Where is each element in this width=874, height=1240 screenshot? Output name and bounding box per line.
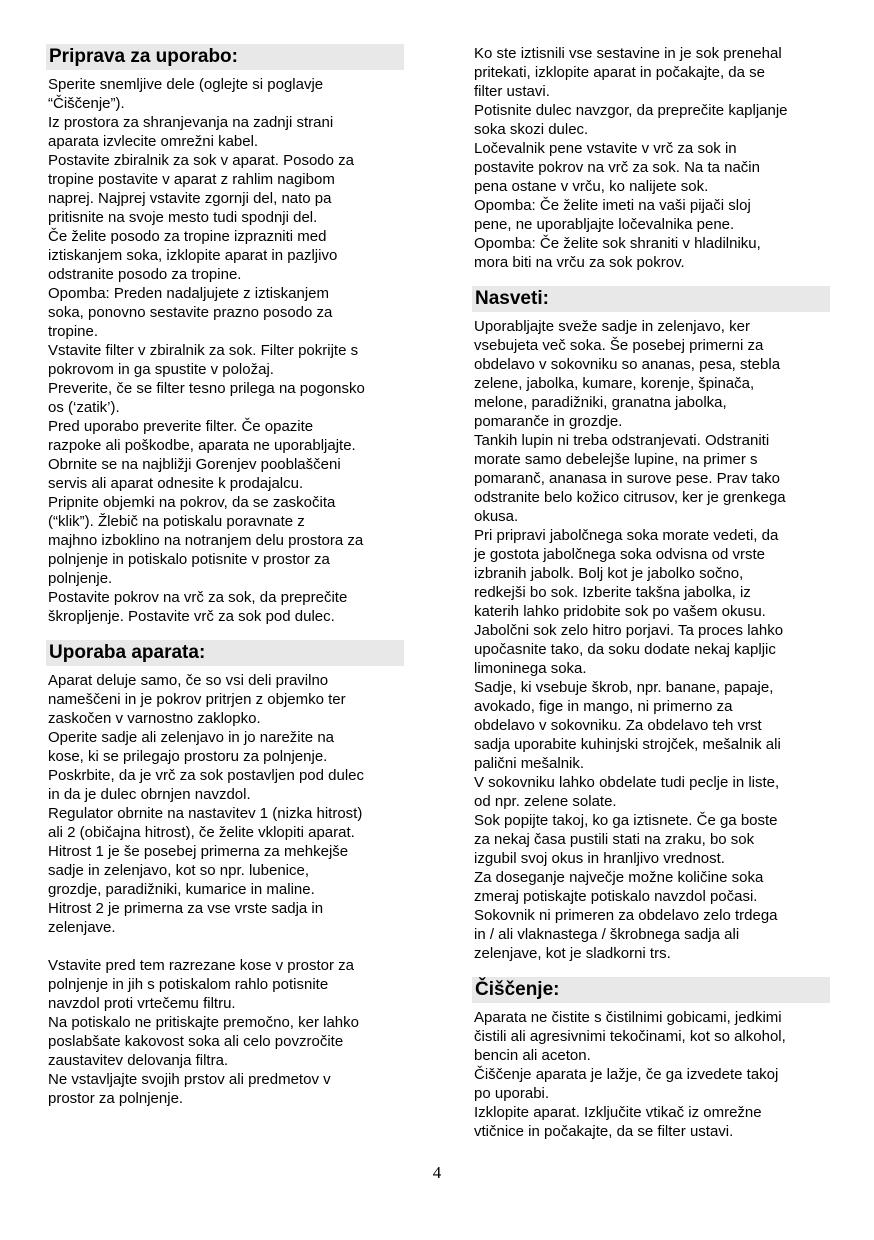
text-line: ali 2 (običajna hitrost), če želite vklopiti aparat.	[48, 824, 355, 841]
text-line: polnjenje in potiskalo potisnite v prostor za	[48, 551, 330, 568]
text-line: servis ali aparat odnesite k prodajalcu.	[48, 475, 304, 492]
text-line: Tankih lupin ni treba odstranjevati. Odstraniti	[474, 432, 770, 449]
text-line: Postavite zbiralnik za sok v aparat. Posodo za	[48, 152, 354, 169]
text-line: Preverite, če se filter tesno prilega na pogonsko	[48, 380, 365, 397]
text-line: Jabolčni sok zelo hitro porjavi. Ta proces lahko	[474, 622, 784, 639]
text-line: in da je dulec obrnjen navzdol.	[48, 786, 251, 803]
text-line: vtičnice in počakajte, da se filter ustavi.	[474, 1123, 734, 1140]
text-line: po uporabi.	[474, 1085, 550, 1102]
text-line: vsebujeta več soka. Še posebej primerni za	[474, 337, 764, 354]
text-line: Potisnite dulec navzgor, da preprečite kapljanje	[474, 102, 788, 119]
text-line: aparata izvlecite omrežni kabel.	[48, 133, 259, 150]
text-line: Obrnite se na najbližji Gorenjev pooblaščeni	[48, 456, 341, 473]
text-line: je gostota jabolčnega soka odvisna od vrste	[474, 546, 766, 563]
text-line: avokado, fige in mango, ni primerno za	[474, 698, 733, 715]
text-line: prostor za polnjenje.	[48, 1090, 184, 1107]
text-line: Vstavite pred tem razrezane kose v prostor za	[48, 957, 354, 974]
section-heading: Čiščenje:	[472, 977, 830, 1003]
text-line: palični mešalnik.	[474, 755, 585, 772]
text-line: grozdje, paradižniki, kumarice in maline.	[48, 881, 315, 898]
text-line: Sperite snemljive dele (oglejte si poglavje	[48, 76, 324, 93]
text-line: Sadje, ki vsebuje škrob, npr. banane, papaje,	[474, 679, 774, 696]
text-line: Regulator obrnite na nastavitev 1 (nizka hitrost)	[48, 805, 363, 822]
text-line: zaskočen v varnostno zaklopko.	[48, 710, 261, 727]
section-nasveti	[472, 286, 830, 963]
text-line: pokrovom in ga spustite v položaj.	[48, 361, 274, 378]
text-line: izgubil svoj okus in hranljivo vrednost.	[474, 850, 725, 867]
left-column	[46, 44, 404, 1122]
text-line: limoninega soka.	[474, 660, 587, 677]
text-line: in / ali vlaknastega / škrobnega sadja ali	[474, 926, 740, 943]
text-line: redkejši bo sok. Izberite takšna jabolka, iz	[474, 584, 751, 601]
text-line: Opomba: Če želite imeti na vaši pijači sloj	[474, 197, 751, 214]
text-line: filter ustavi.	[474, 83, 550, 100]
text-line: majhno izboklino na notranjem delu prostora za	[48, 532, 364, 549]
text-line: za nekaj časa pustili stati na zraku, bo sok	[474, 831, 755, 848]
text-line: Če želite posodo za tropine izprazniti med	[48, 228, 327, 245]
text-line: tropine.	[48, 323, 99, 340]
text-line: od npr. zelene solate.	[474, 793, 617, 810]
text-line: pritisnite na svoje mesto tudi spodnji del.	[48, 209, 318, 226]
text-line: iztiskanjem soka, izklopite aparat in pazljivo	[48, 247, 338, 264]
text-line: nameščeni in je pokrov pritrjen z objemko ter	[48, 691, 346, 708]
text-line: Pred uporabo preverite filter. Če opazite	[48, 418, 314, 435]
section-uporaba-aparata	[46, 640, 404, 1108]
text-line: soka, ponovno sestavite prazno posodo za	[48, 304, 333, 321]
text-line: Izklopite aparat. Izključite vtikač iz omrežne	[474, 1104, 762, 1121]
text-line: pene, ne uporabljajte ločevalnika pene.	[474, 216, 735, 233]
section-ciscenje	[472, 977, 830, 1141]
text-line: odstranite belo kožico citrusov, ker je grenkega	[474, 489, 786, 506]
right-intro	[472, 44, 830, 272]
text-line: čistili ali agresivnimi tekočinami, kot so alkohol,	[474, 1028, 786, 1045]
text-line: Operite sadje ali zelenjavo in jo narežite na	[48, 729, 335, 746]
text-line: zelene, jabolka, kumare, korenje, špinača,	[474, 375, 755, 392]
text-line: Uporabljajte sveže sadje in zelenjavo, ker	[474, 318, 750, 335]
text-line: zelenjave.	[48, 919, 116, 936]
text-line: Aparat deluje samo, če so vsi deli pravilno	[48, 672, 329, 689]
text-line: Hitrost 1 je še posebej primerna za mehkejše	[48, 843, 349, 860]
text-line: “Čiščenje”).	[48, 95, 125, 112]
right-column	[472, 44, 830, 1155]
text-line: morate samo debelejše lupine, na primer s	[474, 451, 758, 468]
text-line: Postavite pokrov na vrč za sok, da preprečite	[48, 589, 348, 606]
text-line: mora biti na vrču za sok pokrov.	[474, 254, 685, 271]
text-line: pena ostane v vrču, ko nalijete sok.	[474, 178, 709, 195]
text-line: postavite pokrov na vrč za sok. Na ta način	[474, 159, 760, 176]
text-line: (“klik”). Žlebič na potiskalu poravnate z	[48, 513, 305, 530]
text-line: zelenjave, kot je sladkorni trs.	[474, 945, 671, 962]
text-line: os (‘zatik’).	[48, 399, 120, 416]
text-line: sadje in zelenjavo, kot so npr. lubenice,	[48, 862, 309, 879]
text-line: Sok popijte takoj, ko ga iztisnete. Če ga boste	[474, 812, 778, 829]
text-line: naprej. Najprej vstavite zgornji del, nato pa	[48, 190, 332, 207]
text-line: Opomba: Preden nadaljujete z iztiskanjem	[48, 285, 329, 302]
text-line: kose, ki se prilegajo prostoru za polnjenje.	[48, 748, 328, 765]
blank-line	[46, 937, 404, 956]
text-line: zmeraj potiskajte potiskalo navzdol počasi.	[474, 888, 758, 905]
text-line: Vstavite filter v zbiralnik za sok. Filter pokrijte s	[48, 342, 359, 359]
text-line: poslabšate kakovost soka ali celo povzročite	[48, 1033, 344, 1050]
text-line: Ločevalnik pene vstavite v vrč za sok in	[474, 140, 737, 157]
text-line: Čiščenje aparata je lažje, če ga izvedete takoj	[474, 1066, 779, 1083]
text-line: obdelavo v sokovniku so ananas, pesa, stebla	[474, 356, 781, 373]
text-line: Pri pripravi jabolčnega soka morate vedeti, da	[474, 527, 779, 544]
text-line: izbranih jabolk. Bolj kot je jabolko sočno,	[474, 565, 744, 582]
text-line: upočasnite tako, da soku dodate nekaj kapljic	[474, 641, 776, 658]
text-line: Iz prostora za shranjevanja na zadnji strani	[48, 114, 334, 131]
text-line: sadja uporabite kuhinjski strojček, mešalnik ali	[474, 736, 781, 753]
text-line: bencin ali aceton.	[474, 1047, 591, 1064]
text-line: obdelavo v sokovniku. Za obdelavo teh vrst	[474, 717, 762, 734]
text-line: zaustavitev delovanja filtra.	[48, 1052, 229, 1069]
text-line: Opomba: Če želite sok shraniti v hladilniku,	[474, 235, 761, 252]
text-line: tropine postavite v aparat z rahlim nagibom	[48, 171, 335, 188]
text-line: melone, paradižniki, granatna jabolka,	[474, 394, 727, 411]
section-heading: Nasveti:	[472, 286, 830, 312]
text-line: škropljenje. Postavite vrč za sok pod dulec.	[48, 608, 335, 625]
text-line: katerih lahko pridobite sok po vašem okusu.	[474, 603, 766, 620]
text-line: okusa.	[474, 508, 519, 525]
text-line: Poskrbite, da je vrč za sok postavljen pod dulec	[48, 767, 365, 784]
text-line: pritekati, izklopite aparat in počakajte, da se	[474, 64, 765, 81]
section-priprava-za-uporabo	[46, 44, 404, 626]
text-line: pomaranč, ananasa in surove pese. Prav tako	[474, 470, 781, 487]
text-line: Na potiskalo ne pritiskajte premočno, ker lahko	[48, 1014, 359, 1031]
text-line: Hitrost 2 je primerna za vse vrste sadja in	[48, 900, 324, 917]
text-line: odstranite posodo za tropine.	[48, 266, 242, 283]
text-line: navzdol proti vrtečemu filtru.	[48, 995, 236, 1012]
text-line: Sokovnik ni primeren za obdelavo zelo trdega	[474, 907, 778, 924]
page-number: 4	[432, 1163, 442, 1182]
text-line: polnjenje in jih s potiskalom rahlo potisnite	[48, 976, 329, 993]
text-line: Za doseganje največje možne količine soka	[474, 869, 764, 886]
text-line: Aparata ne čistite s čistilnimi gobicami, jedkimi	[474, 1009, 782, 1026]
text-line: polnjenje.	[48, 570, 113, 587]
text-line: Ko ste iztisnili vse sestavine in je sok prenehal	[474, 45, 782, 62]
text-line: pomaranče in grozdje.	[474, 413, 623, 430]
text-line: Ne vstavljajte svojih prstov ali predmetov v	[48, 1071, 331, 1088]
section-heading: Priprava za uporabo:	[46, 44, 404, 70]
text-line: V sokovniku lahko obdelate tudi peclje in liste,	[474, 774, 780, 791]
text-line: Pripnite objemki na pokrov, da se zaskočita	[48, 494, 336, 511]
text-line: soka skozi dulec.	[474, 121, 589, 138]
section-heading: Uporaba aparata:	[46, 640, 404, 666]
text-line: razpoke ali poškodbe, aparata ne uporabljajte.	[48, 437, 356, 454]
